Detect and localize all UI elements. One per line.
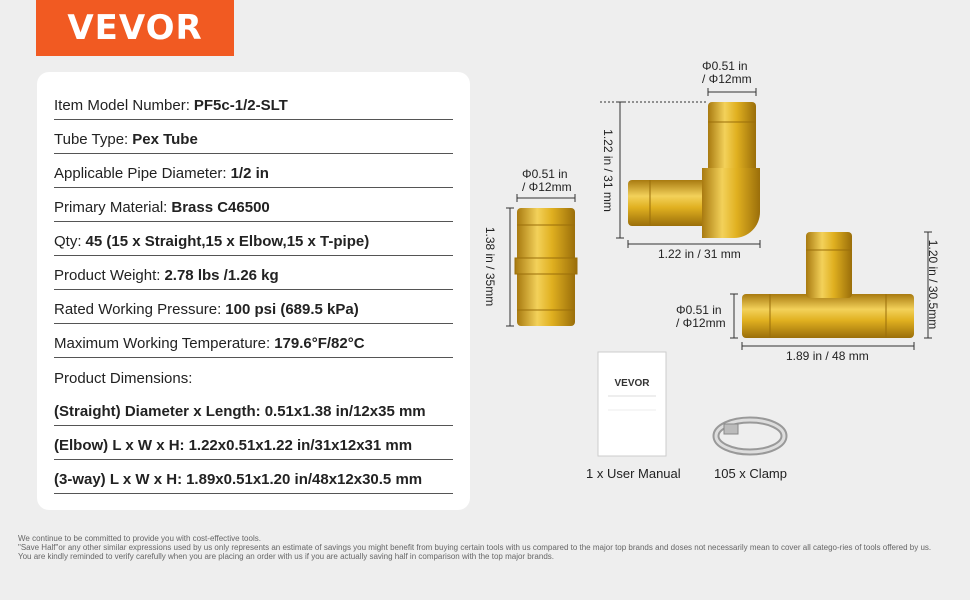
vevor-logo	[36, 0, 234, 56]
spec-row-material	[54, 188, 453, 222]
spec-row-tube-type	[54, 120, 453, 154]
dim-label: (Straight) Diameter x Length:	[54, 403, 261, 420]
spec-value: Pex Tube	[132, 131, 198, 148]
disclaimer	[18, 534, 948, 561]
clamp-caption: 105 x Clamp	[714, 466, 787, 481]
user-manual-illustration	[598, 352, 666, 456]
dim-row-elbow	[54, 426, 453, 460]
spec-label: Qty:	[54, 233, 82, 250]
spec-value: 2.78 lbs /1.26 kg	[164, 267, 279, 284]
spec-label: Tube Type:	[54, 131, 129, 148]
spec-label: Primary Material:	[54, 199, 168, 216]
manual-brand: VEVOR	[614, 378, 650, 389]
tee-height-label: 1.20 in / 30.5mm	[926, 239, 941, 330]
spec-value: 45 (15 x Straight,15 x Elbow,15 x T-pipe)	[85, 233, 370, 250]
elbow-width-label: 1.22 in / 31 mm	[658, 247, 741, 261]
dim-label: (3-way) L x W x H:	[54, 471, 183, 488]
straight-coupler	[515, 208, 577, 326]
disclaimer-line: "Save Half"or any other similar expressions used by us only represents an estimate of savings you might benefit from buying certain tools with us compared to the major top brands and doses not necessarily mean to cover all catego-ries of tools offered by us.	[18, 543, 932, 552]
straight-diameter-label	[522, 168, 572, 194]
dim-value: 0.51x1.38 in/12x35 mm	[264, 403, 426, 420]
spec-row-pipe-diameter	[54, 154, 453, 188]
dim-value: 1.22x0.51x1.22 in/31x12x31 mm	[188, 437, 413, 454]
spec-value: 100 psi (689.5 kPa)	[225, 301, 359, 318]
manual-caption: 1 x User Manual	[586, 466, 681, 481]
spec-label: Product Dimensions:	[54, 370, 193, 387]
elbow-fitting	[628, 102, 760, 238]
tee-fitting	[742, 232, 914, 338]
spec-label: Item Model Number:	[54, 97, 190, 114]
spec-row-pressure	[54, 290, 453, 324]
spec-row-model	[54, 86, 453, 120]
spec-row-qty	[54, 222, 453, 256]
fittings-illustration	[480, 50, 970, 500]
spec-row-weight	[54, 256, 453, 290]
dim-value: 1.89x0.51x1.20 in/48x12x30.5 mm	[186, 471, 423, 488]
spec-row-dimensions-heading	[54, 358, 453, 392]
spec-row-temperature	[54, 324, 453, 358]
spec-value: PF5c-1/2-SLT	[193, 97, 288, 114]
elbow-diameter-label	[702, 60, 752, 86]
spec-label: Applicable Pipe Diameter:	[54, 165, 227, 182]
dim-line: Φ0.51 in / Φ12mm	[522, 167, 572, 194]
disclaimer-line: We continue to be committed to provide you with cost-effective tools.	[18, 534, 261, 543]
spec-value: Brass C46500	[171, 199, 270, 216]
elbow-height-label: 1.22 in / 31 mm	[600, 129, 615, 212]
logo-text: VEVOR	[67, 8, 203, 48]
spec-value: 179.6°F/82°C	[274, 335, 365, 352]
clamp-illustration	[716, 420, 784, 452]
spec-card	[37, 72, 470, 510]
dim-line: Φ0.51 in / Φ12mm	[702, 59, 752, 86]
straight-length-label: 1.38 in / 35mm	[483, 226, 498, 307]
dim-label: (Elbow) L x W x H:	[54, 437, 185, 454]
spec-label: Maximum Working Temperature:	[54, 335, 271, 352]
dim-row-straight	[54, 392, 453, 426]
tee-diameter-label	[676, 304, 726, 330]
spec-label: Rated Working Pressure:	[54, 301, 222, 318]
product-diagram	[480, 50, 970, 500]
spec-value: 1/2 in	[230, 165, 269, 182]
dim-row-tee	[54, 460, 453, 494]
tee-width-label: 1.89 in / 48 mm	[786, 349, 869, 363]
disclaimer-line: You are kindly reminded to verify carefully when you are placing an order with us if you are actually saving half in comparison with the top major brands.	[18, 552, 554, 561]
spec-label: Product Weight:	[54, 267, 161, 284]
dim-line: Φ0.51 in / Φ12mm	[676, 303, 726, 330]
